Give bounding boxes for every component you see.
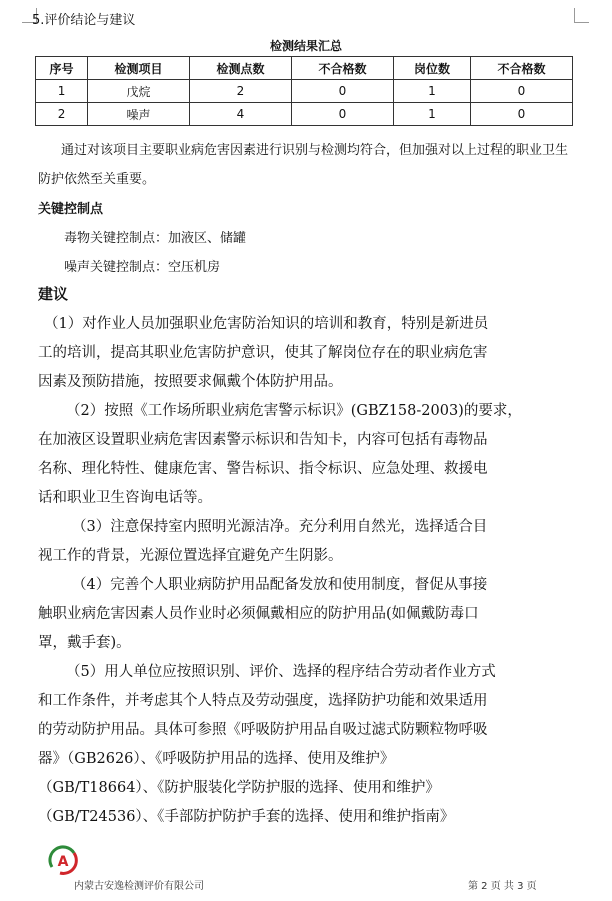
advice-line: （3）注意保持室内照明光源洁净。充分利用自然光，选择适合目 xyxy=(72,519,488,535)
table-header-cell: 检测点数 xyxy=(190,57,292,80)
advice-line: 话和职业卫生咨询电话等。 xyxy=(38,490,212,506)
table-cell: 0 xyxy=(470,80,572,103)
conclusion-line: 防护依然至关重要。 xyxy=(38,172,156,187)
advice-line: 和工作条件，并考虑其个人特点及劳动强度，选择防护功能和效果适用 xyxy=(38,693,488,709)
section-title: 5.评价结论与建议 xyxy=(32,13,136,28)
advice-line: 的劳动防护用品。具体可参照《呼吸防护用品自吸过滤式防颗粒物呼吸 xyxy=(38,722,488,738)
advice-title: 建议 xyxy=(38,285,69,303)
table-cell: 0 xyxy=(470,103,572,126)
advice-line: 因素及预防措施，按照要求佩戴个体防护用品。 xyxy=(38,374,343,390)
table-cell: 0 xyxy=(291,103,393,126)
advice-line: （4）完善个人职业病防护用品配备发放和使用制度，督促从事接 xyxy=(72,577,488,593)
advice-line: 名称、理化特性、健康危害、警告标识、指令标识、应急处理、救援电 xyxy=(38,461,488,477)
table-cell: 2 xyxy=(190,80,292,103)
advice-line: （1）对作业人员加强职业危害防治知识的培训和教育，特别是新进员 xyxy=(44,316,489,332)
table-header-row xyxy=(36,57,573,80)
footer-page-number: 第 2 页 共 3 页 xyxy=(468,881,537,892)
table-cell: 戊烷 xyxy=(88,80,190,103)
advice-line: （GB/T18664）、《防护服装化学防护服的选择、使用和维护》 xyxy=(38,780,440,796)
table-header-cell: 序号 xyxy=(36,57,88,80)
advice-line: 器》（GB2626）、《呼吸防护用品的选择、使用及维护》 xyxy=(38,751,395,767)
advice-line: 罩，戴手套)。 xyxy=(38,635,131,651)
table-header-cell: 岗位数 xyxy=(393,57,470,80)
advice-line: 触职业病危害因素人员作业时必须佩戴相应的防护用品(如佩戴防毒口 xyxy=(38,606,479,622)
conclusion-line: 通过对该项目主要职业病危害因素进行识别与检测均符合，但加强对以上过程的职业卫生 xyxy=(61,143,569,158)
table-title: 检测结果汇总 xyxy=(269,39,342,53)
table-header-cell: 不合格数 xyxy=(470,57,572,80)
results-table xyxy=(35,56,573,126)
table-cell: 0 xyxy=(291,80,393,103)
table-cell: 1 xyxy=(393,103,470,126)
table-cell: 1 xyxy=(36,80,88,103)
advice-line: （2）按照《工作场所职业病危害警示标识》(GBZ158-2003)的要求， xyxy=(66,403,522,419)
advice-line: （GB/T24536）、《手部防护防护手套的选择、使用和维护指南》 xyxy=(38,809,455,825)
advice-line: （5）用人单位应按照识别、评价、选择的程序结合劳动者作业方式 xyxy=(66,664,496,680)
advice-line: 视工作的背景，光源位置选择宜避免产生阴影。 xyxy=(38,548,343,564)
table-header-cell: 不合格数 xyxy=(291,57,393,80)
toxic-key-point: 毒物关键控制点：加液区、储罐 xyxy=(64,231,247,246)
table-cell: 4 xyxy=(190,103,292,126)
table-header-cell: 检测项目 xyxy=(88,57,190,80)
page-corner-mark-right xyxy=(574,8,589,23)
noise-key-point: 噪声关键控制点：空压机房 xyxy=(64,260,221,275)
table-cell: 噪声 xyxy=(88,103,190,126)
key-points-title: 关键控制点 xyxy=(38,202,104,217)
table-cell: 2 xyxy=(36,103,88,126)
advice-line: 工的培训，提高其职业危害防护意识，使其了解岗位存在的职业病危害 xyxy=(38,345,488,361)
table-row xyxy=(36,103,573,126)
table-cell: 1 xyxy=(393,80,470,103)
advice-line: 在加液区设置职业病危害因素警示标识和告知卡，内容可包括有毒物品 xyxy=(38,432,488,448)
company-logo-icon xyxy=(48,845,78,875)
logo-letter: A xyxy=(57,854,69,870)
footer-company: 内蒙古安逸检测评价有限公司 xyxy=(74,881,204,892)
table-row xyxy=(36,80,573,103)
